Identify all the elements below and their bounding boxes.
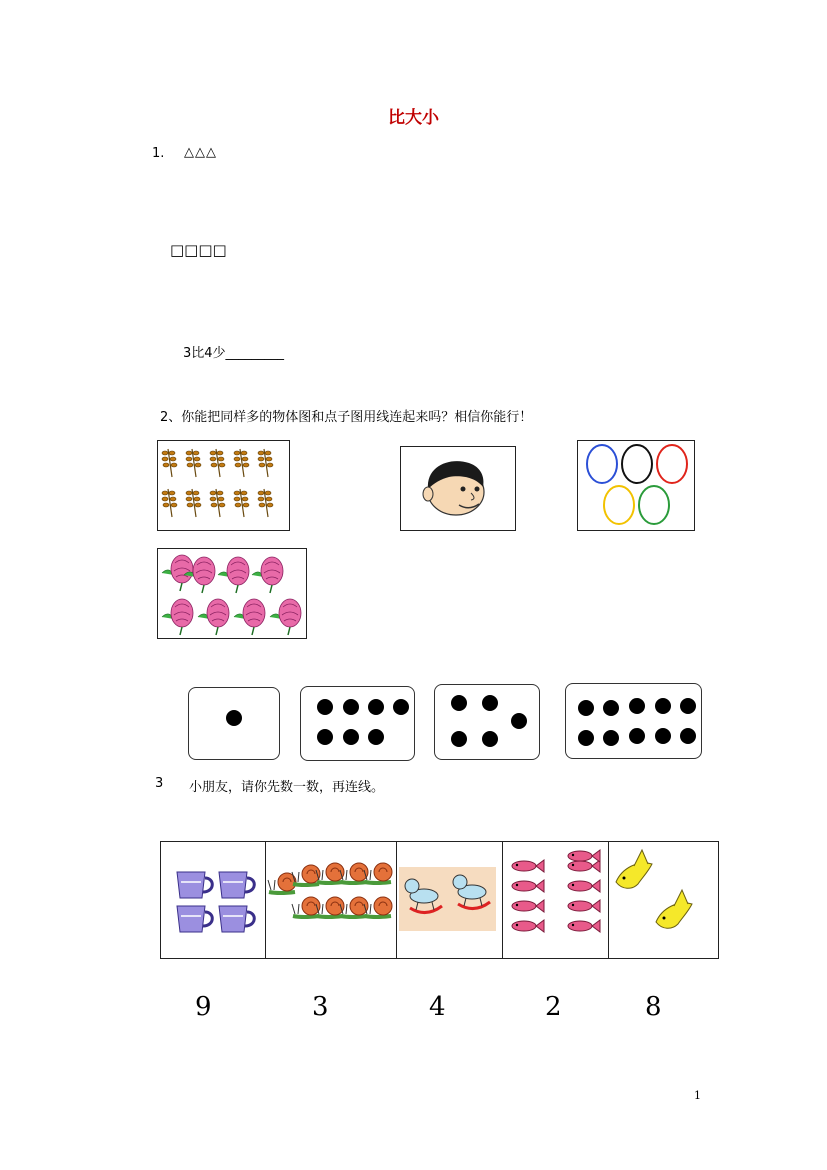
dot bbox=[629, 728, 645, 744]
dot bbox=[343, 729, 359, 745]
q1-triangles: △△△ bbox=[184, 145, 217, 160]
dot bbox=[578, 730, 594, 746]
dot bbox=[317, 729, 333, 745]
birds-cell bbox=[608, 842, 718, 958]
dot-card-5 bbox=[434, 684, 540, 760]
dot bbox=[393, 699, 409, 715]
dot bbox=[680, 728, 696, 744]
dot bbox=[451, 731, 467, 747]
dot bbox=[578, 700, 594, 716]
wheat-picture bbox=[157, 440, 290, 531]
dot bbox=[655, 728, 671, 744]
horses-cell bbox=[396, 842, 503, 958]
q3-number: 3 bbox=[155, 776, 164, 791]
dot bbox=[482, 731, 498, 747]
rings-picture bbox=[577, 440, 695, 531]
rocking-horse-icon bbox=[396, 842, 502, 958]
number-option-4: 4 bbox=[429, 992, 446, 1022]
q1-squares: □□□□ bbox=[170, 241, 227, 259]
bird-icon bbox=[608, 842, 718, 958]
page-title: 比大小 bbox=[388, 108, 439, 128]
dot bbox=[655, 698, 671, 714]
dot-card-1 bbox=[188, 687, 280, 760]
snails-cell bbox=[265, 842, 397, 958]
dot bbox=[226, 710, 242, 726]
q3-prompt: 小朋友，请你先数一数，再连线。 bbox=[189, 780, 385, 795]
dot bbox=[482, 695, 498, 711]
dot-card-10 bbox=[565, 683, 702, 759]
cups-cell bbox=[161, 842, 266, 958]
q1-number: 1. bbox=[152, 146, 165, 161]
q1-compare-text: 3比4少_________ bbox=[183, 346, 285, 361]
number-option-9: 9 bbox=[195, 992, 212, 1022]
rose-icon bbox=[158, 549, 306, 638]
dot bbox=[368, 729, 384, 745]
fish-cell bbox=[502, 842, 609, 958]
number-option-3: 3 bbox=[312, 992, 329, 1022]
roses-picture bbox=[157, 548, 307, 639]
fish-icon bbox=[502, 842, 608, 958]
rings-icon bbox=[578, 441, 694, 530]
page-number: 1 bbox=[694, 1089, 701, 1102]
number-option-8: 8 bbox=[645, 992, 662, 1022]
boy-face-picture bbox=[400, 446, 516, 531]
q2-prompt: 2、你能把同样多的物体图和点子图用线连起来吗？相信你能行！ bbox=[160, 410, 533, 425]
q3-picture-strip bbox=[160, 841, 719, 959]
wheat-icon bbox=[158, 441, 289, 530]
dot bbox=[603, 730, 619, 746]
dot bbox=[603, 700, 619, 716]
dot bbox=[511, 713, 527, 729]
dot bbox=[368, 699, 384, 715]
number-option-2: 2 bbox=[545, 992, 562, 1022]
boy-face-icon bbox=[401, 447, 515, 530]
dot bbox=[629, 698, 645, 714]
cup-icon bbox=[161, 842, 265, 958]
dot bbox=[343, 699, 359, 715]
dot bbox=[680, 698, 696, 714]
dot bbox=[317, 699, 333, 715]
dot bbox=[451, 695, 467, 711]
dot-card-7 bbox=[300, 686, 415, 761]
snail-icon bbox=[265, 842, 396, 958]
